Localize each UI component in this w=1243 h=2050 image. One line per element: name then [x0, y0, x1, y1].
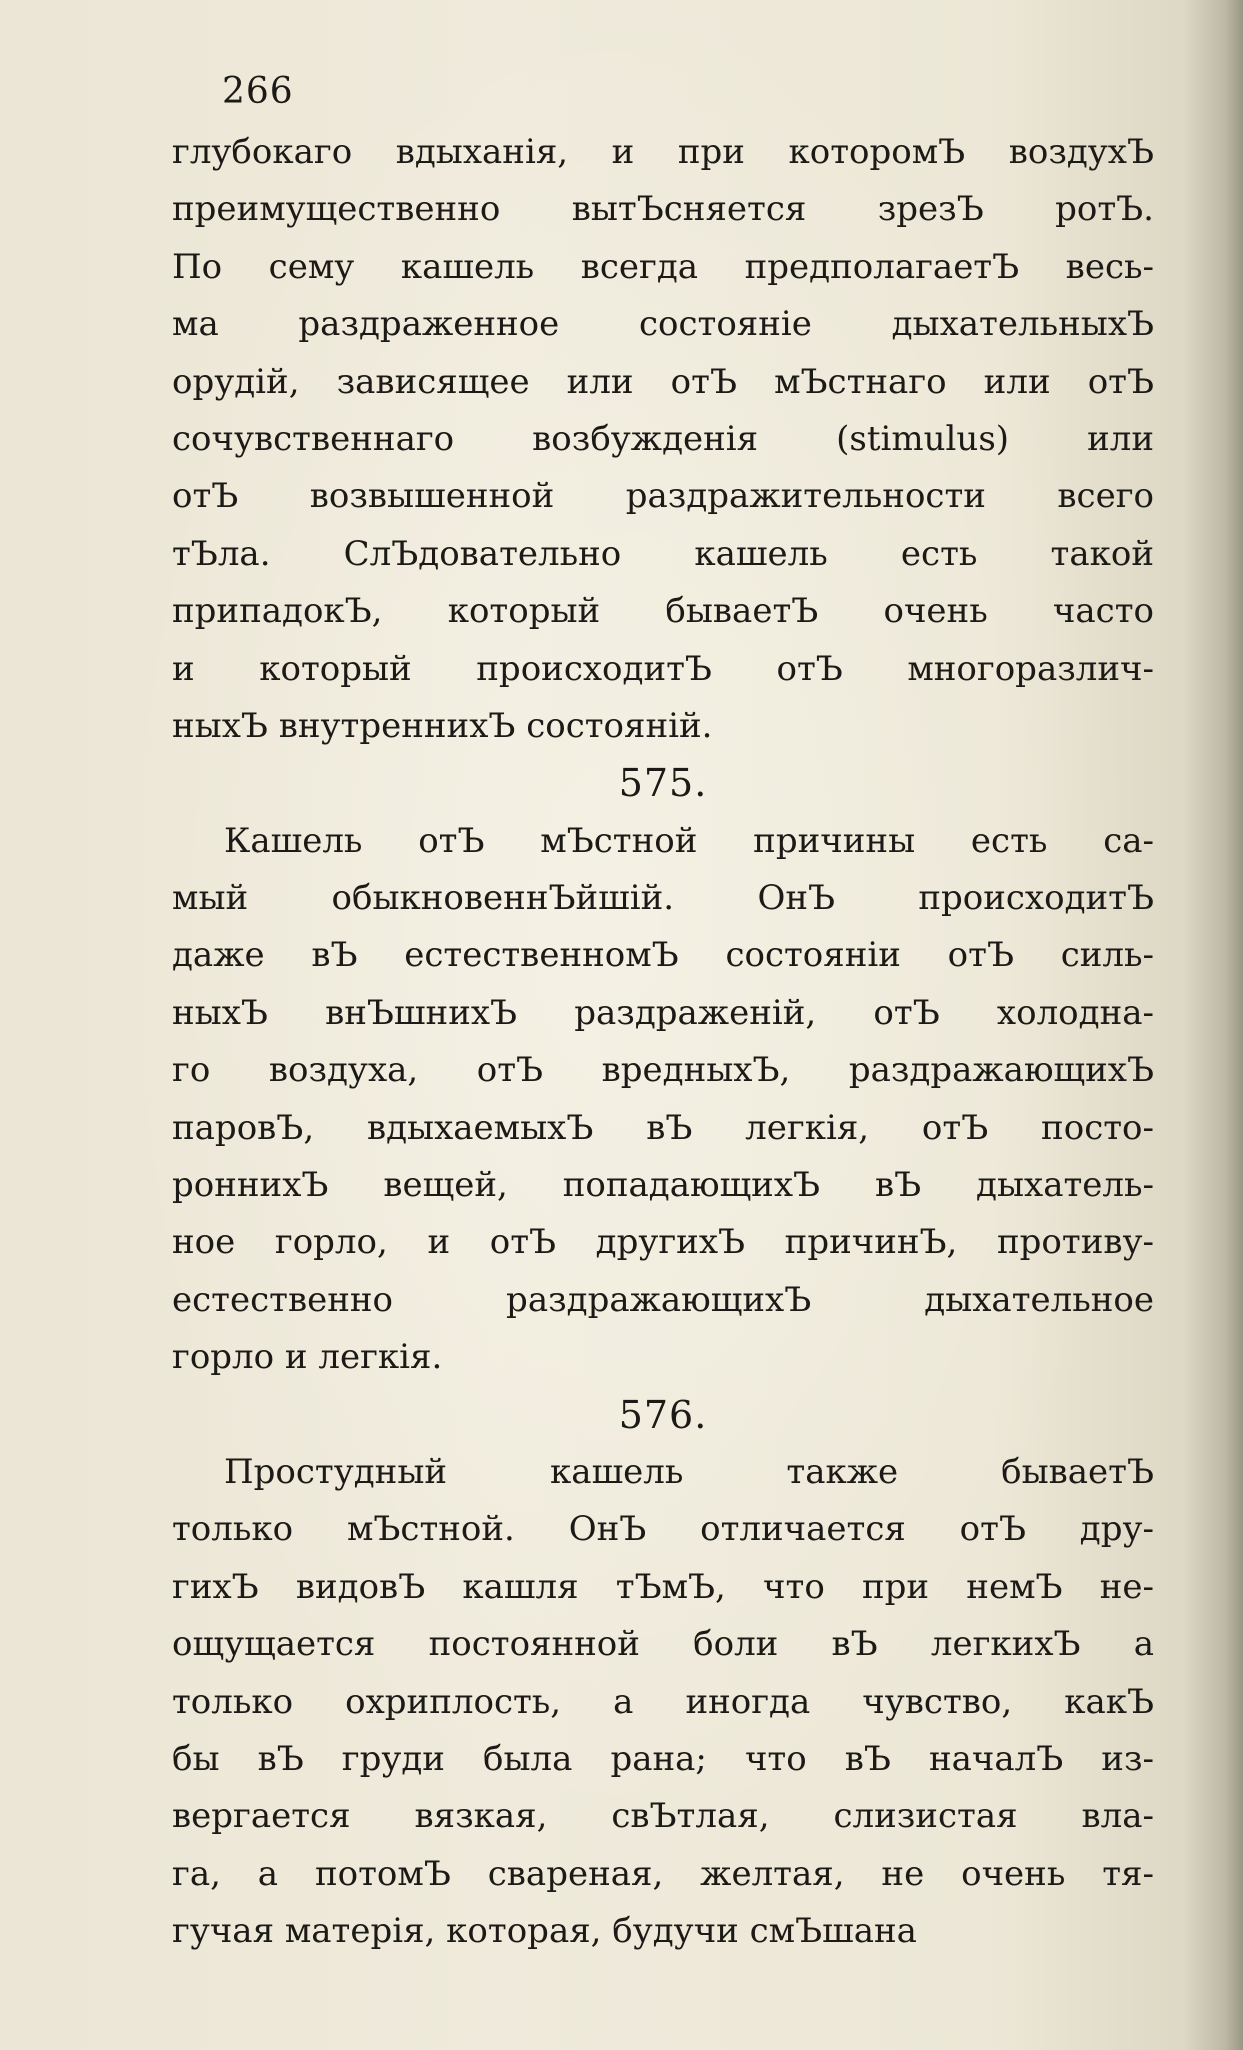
text-line: паровЪ, вдыхаемыхЪ вЪ легкія, отЪ посто-: [172, 1107, 1154, 1148]
section-number: 575.: [618, 761, 708, 806]
paragraph: [172, 813, 1154, 1387]
text-line: гучая матерія, которая, будучи смЪшана: [172, 1911, 917, 1952]
page-number: 266: [222, 71, 294, 112]
text-line: ныхЪ внутреннихЪ состояній.: [172, 705, 713, 746]
text-line: отЪ возвышенной раздражительности всего: [172, 476, 1154, 517]
text-line: преимущественно вытЪсняется зрезЪ ротЪ.: [172, 189, 1154, 230]
text-line: ма раздраженное состояніе дыхательныхЪ: [172, 304, 1154, 345]
text-line: мый обыкновеннЪйшій. ОнЪ происходитЪ: [172, 878, 1154, 919]
text-line: бы вЪ груди была рана; что вЪ началЪ из-: [172, 1738, 1154, 1779]
page-content: [172, 124, 1154, 1961]
text-line: глубокаго вдыханія, и при которомЪ воздухЪ: [172, 132, 1154, 172]
text-line: только охриплость, а иногда чувство, какЪ: [172, 1681, 1154, 1722]
text-line: Простудный кашель также бываетЪ: [224, 1451, 1154, 1492]
section-number: 576.: [618, 1392, 708, 1437]
text-line: го воздуха, отЪ вредныхЪ, раздражающихЪ: [172, 1050, 1154, 1091]
text-line: даже вЪ естественномЪ состояніи отЪ силь-: [172, 935, 1154, 976]
text-line: По сему кашель всегда предполагаетЪ весь-: [172, 246, 1154, 287]
text-line: и который происходитЪ отЪ многоразлич-: [172, 648, 1154, 689]
text-line: ныхЪ внЪшнихЪ раздраженій, отЪ холодна-: [172, 992, 1154, 1033]
text-line: орудій, зависящее или отЪ мЪстнаго или отЪ: [172, 361, 1154, 402]
text-line: горло и легкія.: [172, 1337, 443, 1378]
text-line: ощущается постоянной боли вЪ легкихЪ а: [172, 1624, 1154, 1665]
text-line: только мЪстной. ОнЪ отличается отЪ дру-: [172, 1509, 1154, 1550]
text-line: вергается вязкая, свЪтлая, слизистая вла-: [172, 1796, 1154, 1837]
paragraph: [172, 1444, 1154, 1961]
text-line: га, а потомЪ свареная, желтая, не очень тя-: [172, 1853, 1154, 1894]
text-line: роннихЪ вещей, попадающихЪ вЪ дыхатель-: [172, 1165, 1154, 1206]
text-line: тЪла. СлЪдовательно кашель есть такой: [172, 533, 1154, 574]
text-block: [172, 60, 1154, 1961]
text-line: Кашель отЪ мЪстной причины есть са-: [224, 820, 1154, 861]
text-line: припадокЪ, который бываетЪ очень часто: [172, 591, 1154, 632]
text-line: естественно раздражающихЪ дыхательное: [172, 1279, 1154, 1320]
text-line: гихЪ видовЪ кашля тЪмЪ, что при немЪ не-: [172, 1566, 1154, 1607]
paragraph: [172, 124, 1154, 755]
text-line: ное горло, и отЪ другихЪ причинЪ, противу-: [172, 1222, 1154, 1263]
text-line: сочувственнаго возбужденія (stimulus) или: [172, 418, 1154, 459]
